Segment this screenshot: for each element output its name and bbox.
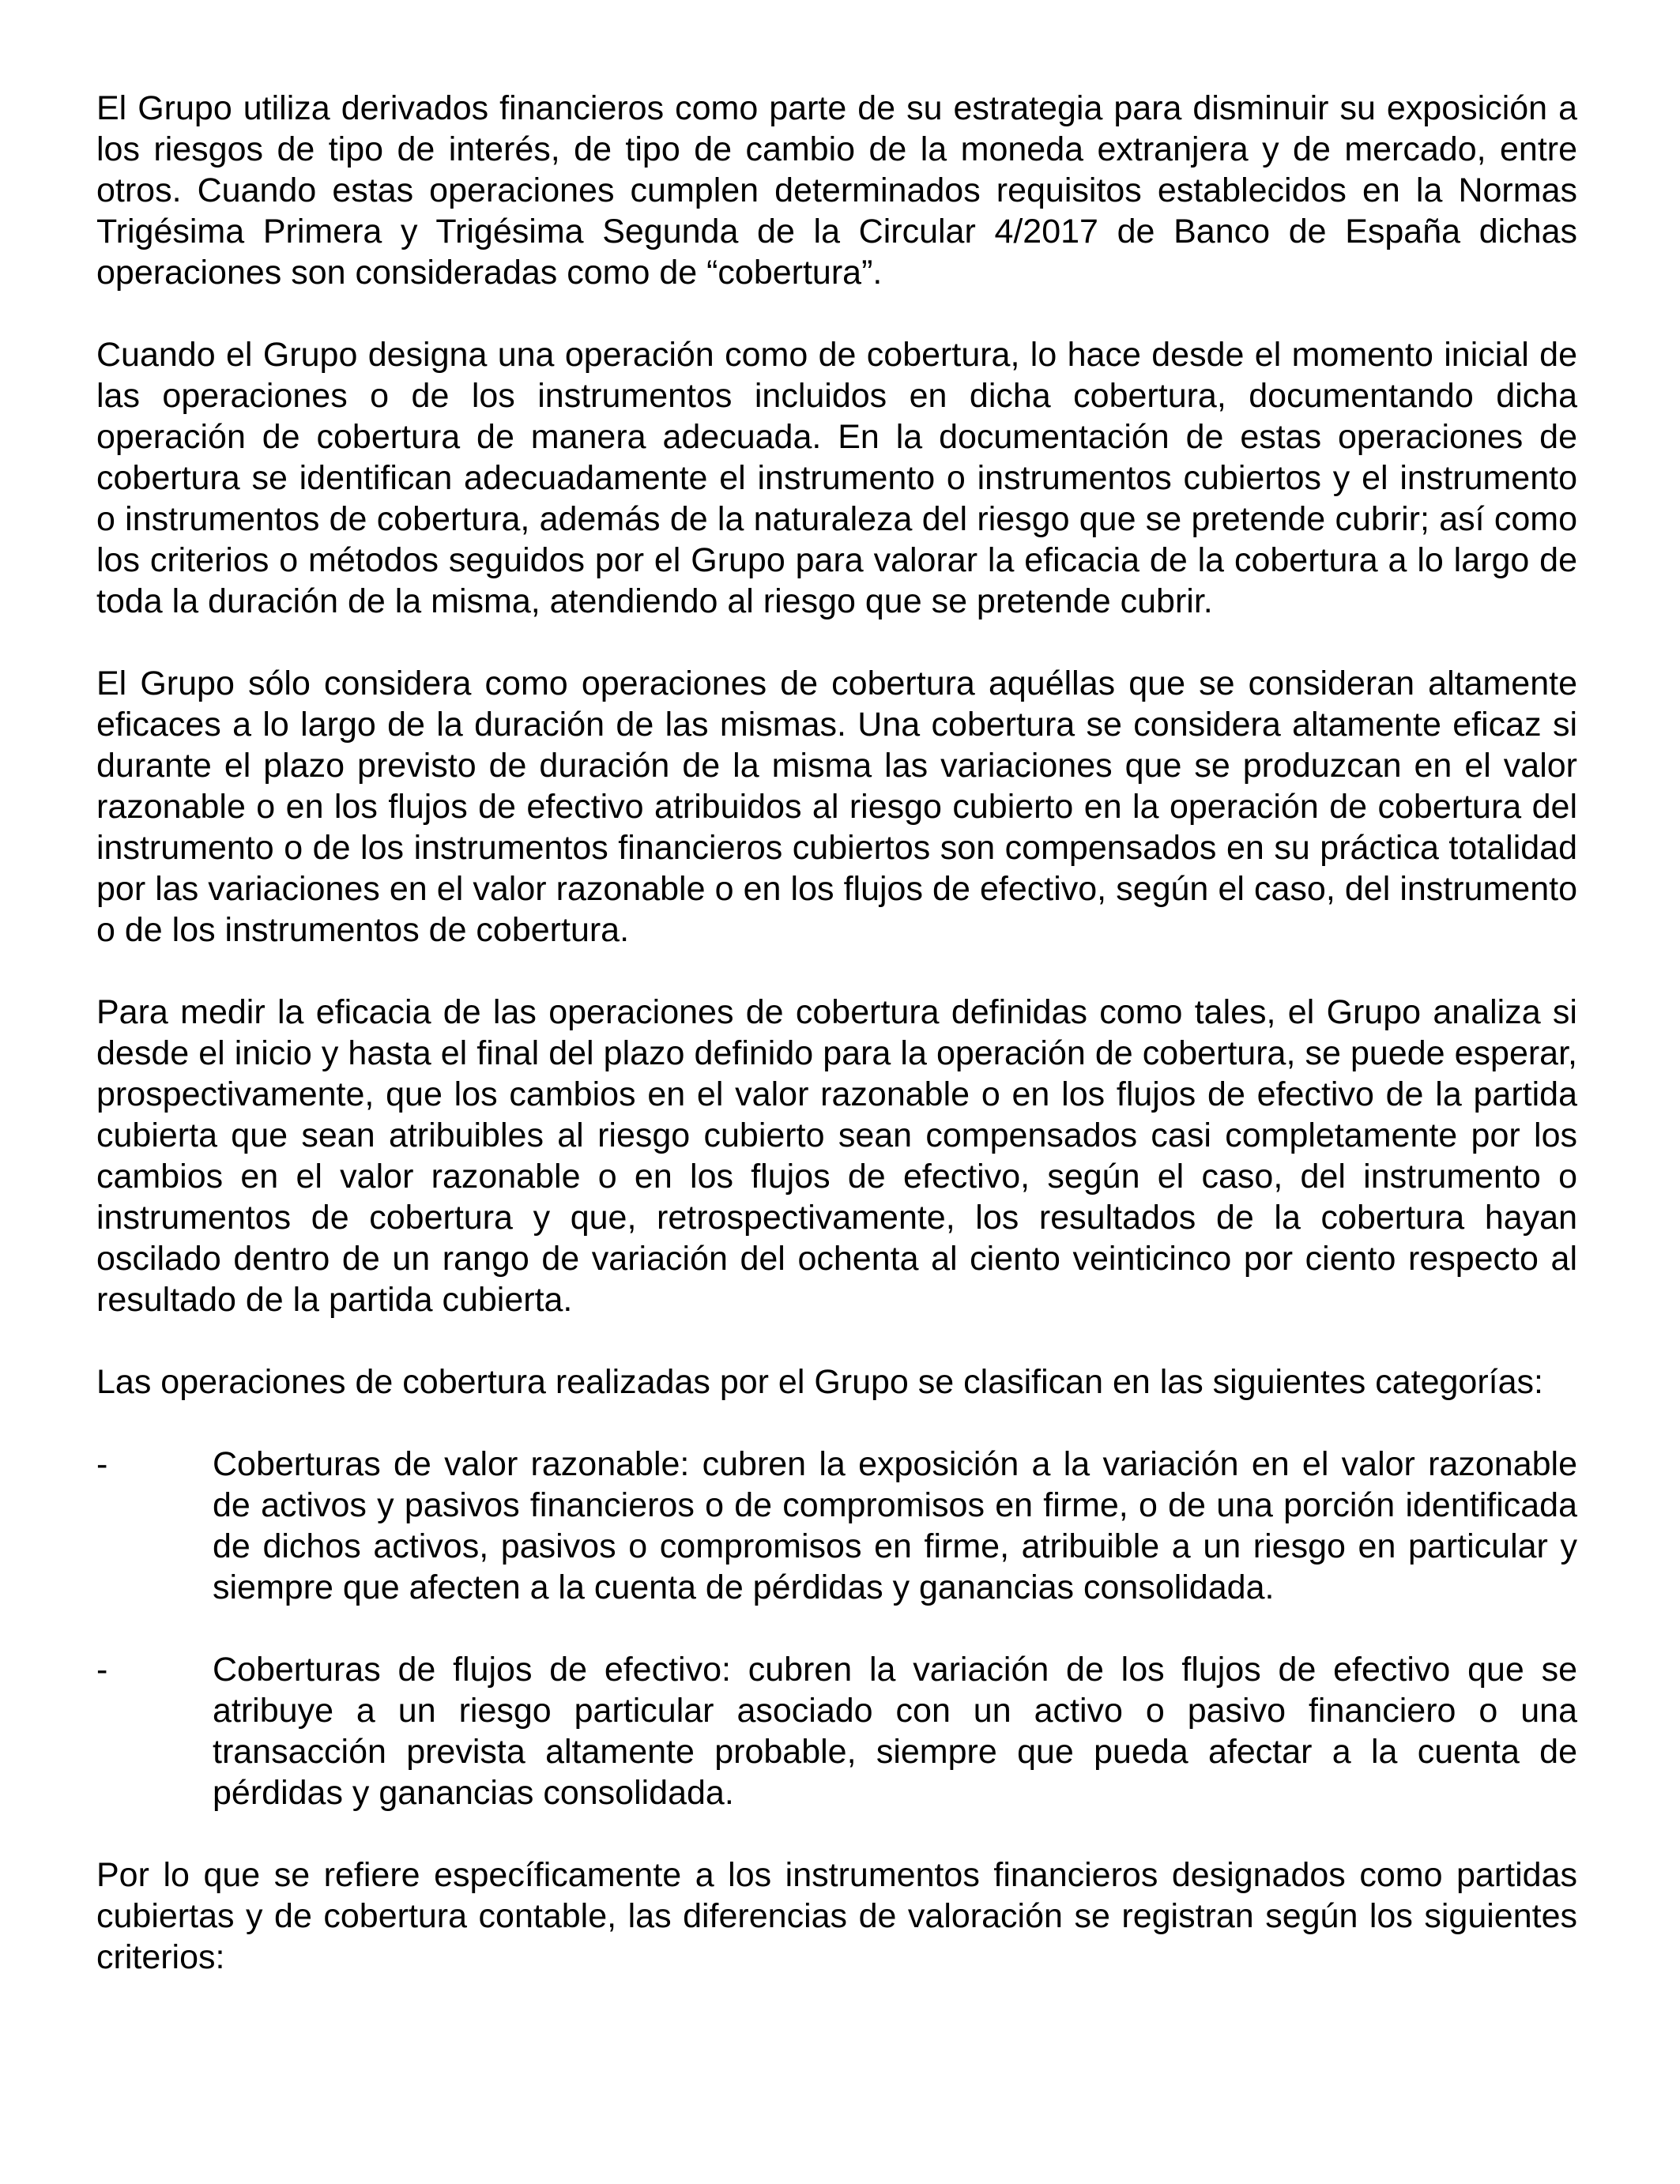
list-item-fair-value-hedges <box>96 1444 1577 1608</box>
list-bullet: - <box>96 1651 108 1689</box>
list-item-text: Coberturas de valor razonable: cubren la exposición a la variación en el valor razonable de activos y pasivos financieros o de compromisos en firme, o de una porción identificada de dichos activos, pasivos o compromisos en firme, atribuible a un riesgo en particular y siempre que afecten a la cuenta de pérdidas y ganancias consolidada. <box>213 1445 1577 1606</box>
document-body <box>96 88 1577 1978</box>
list-item-text: Coberturas de flujos de efectivo: cubren la variación de los flujos de efectivo que se atribuye a un riesgo particular asociado con un activo o pasivo financiero o una transacción prevista altamente probable, siempre que pueda afectar a la cuenta de pérdidas y ganancias consolidada. <box>213 1651 1577 1812</box>
paragraph-derivatives-intro: El Grupo utiliza derivados financieros como parte de su estrategia para disminuir su exposición a los riesgos de tipo de interés, de tipo de cambio de la moneda extranjera y de mercado, entre otros. Cuando estas operaciones cumplen determinados requisitos establecidos en la Normas Trigésima Primera y Trigésima Segunda de la Circular 4/2017 de Banco de España dichas operaciones son consideradas como de “cobertura”. <box>96 89 1577 292</box>
paragraph-hedge-effectiveness: El Grupo sólo considera como operaciones de cobertura aquéllas que se consideran altamente eficaces a lo largo de la duración de las mismas. Una cobertura se considera altamente eficaz si durante el plazo previsto de duración de la misma las variaciones que se produzcan en el valor razonable o en los flujos de efectivo atribuidos al riesgo cubierto en la operación de cobertura del instrumento o de los instrumentos financieros cubiertos son compensados en su práctica totalidad por las variaciones en el valor razonable o en los flujos de efectivo, según el caso, del instrumento o de los instrumentos de cobertura. <box>96 665 1577 949</box>
list-bullet: - <box>96 1445 108 1483</box>
paragraph-valuation-criteria: Por lo que se refiere específicamente a los instrumentos financieros designados como partidas cubiertas y de cobertura contable, las diferencias de valoración se registran según los siguientes criterios: <box>96 1856 1577 1976</box>
paragraph-hedge-designation: Cuando el Grupo designa una operación como de cobertura, lo hace desde el momento inicial de las operaciones o de los instrumentos incluidos en dicha cobertura, documentando dicha operación de cobertura de manera adecuada. En la documentación de estas operaciones de cobertura se identifican adecuadamente el instrumento o instrumentos cubiertos y el instrumento o instrumentos de cobertura, además de la naturaleza del riesgo que se pretende cubrir; así como los criterios o métodos seguidos por el Grupo para valorar la eficacia de la cobertura a lo largo de toda la duración de la misma, atendiendo al riesgo que se pretende cubrir. <box>96 336 1577 620</box>
list-item-cash-flow-hedges <box>96 1649 1577 1813</box>
paragraph-effectiveness-measurement: Para medir la eficacia de las operaciones de cobertura definidas como tales, el Grupo analiza si desde el inicio y hasta el final del plazo definido para la operación de cobertura, se puede esperar, prospectivamente, que los cambios en el valor razonable o en los flujos de efectivo de la partida cubierta que sean atribuibles al riesgo cubierto sean compensados casi completamente por los cambios en el valor razonable o en los flujos de efectivo, según el caso, del instrumento o instrumentos de cobertura y que, retrospectivamente, los resultados de la cobertura hayan oscilado dentro de un rango de variación del ochenta al ciento veinticinco por ciento respecto al resultado de la partida cubierta. <box>96 993 1577 1319</box>
paragraph-hedge-categories-intro: Las operaciones de cobertura realizadas por el Grupo se clasifican en las siguientes categorías: <box>96 1363 1543 1401</box>
